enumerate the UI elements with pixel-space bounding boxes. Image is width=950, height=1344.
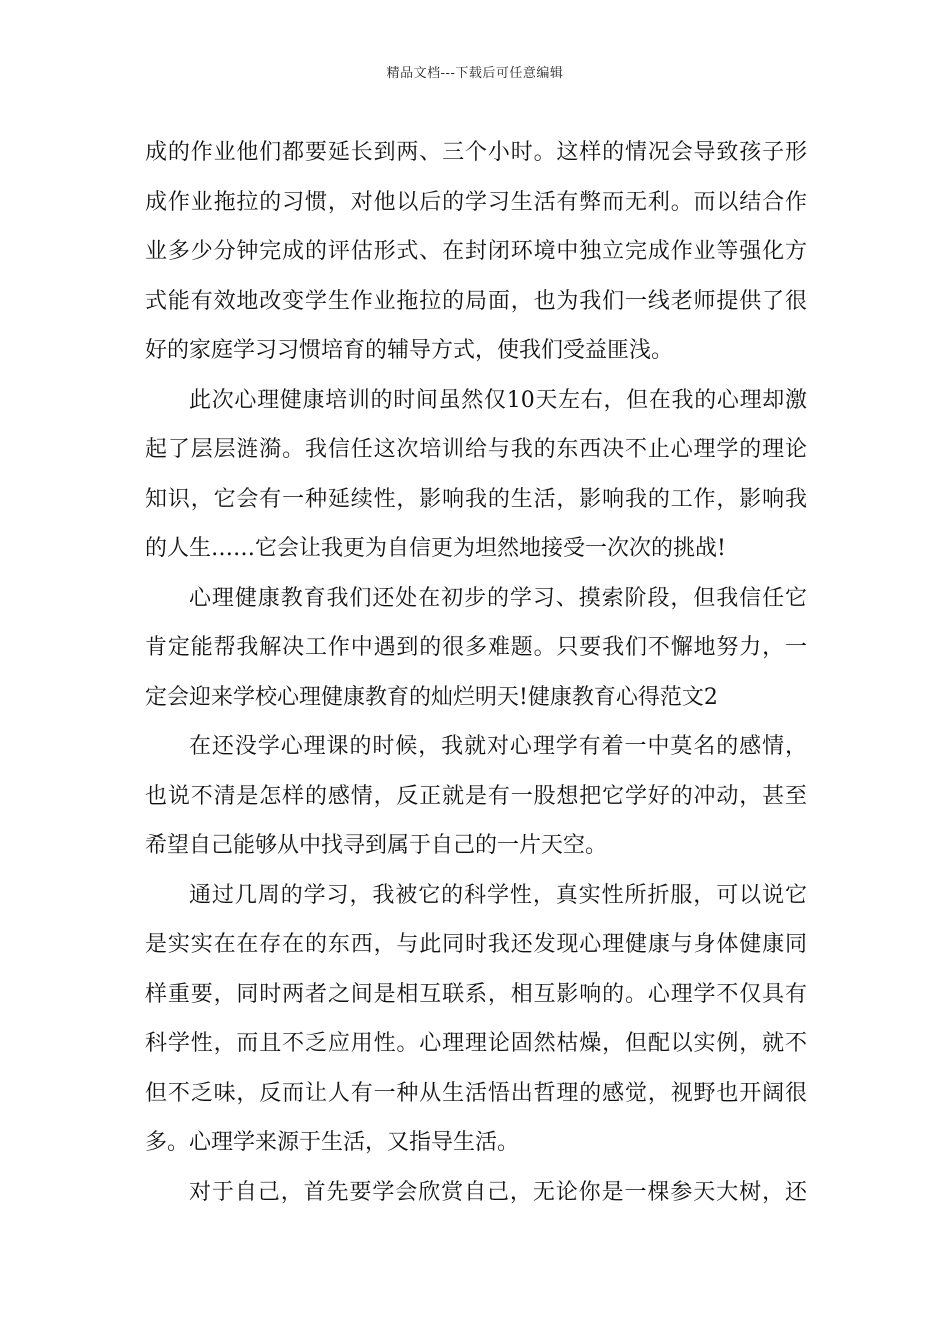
- body-text: [145, 128, 807, 1217]
- text-line: 多。心理学来源于生活，又指导生活。: [145, 1130, 520, 1155]
- text-line: 成的作业他们都要延长到两、三个小时。这样的情况会导致孩子形: [145, 140, 807, 165]
- text-line: 样重要，同时两者之间是相互联系，相互影响的。心理学不仅具有: [145, 981, 807, 1007]
- text-line: 是实实在在存在的东西，与此同时我还发现心理健康与身体健康同: [145, 932, 807, 957]
- text-line: 式能有效地改变学生作业拖拉的局面，也为我们一线老师提供了很: [145, 288, 807, 314]
- page-header: 精品文档---下载后可任意编辑: [386, 66, 564, 81]
- text-line: 但不乏味，反而让人有一种从生活悟出哲理的感觉，视野也开阔很: [145, 1080, 807, 1106]
- text-line: 心理健康教育我们还处在初步的学习、摸索阶段，但我信任它: [189, 585, 807, 611]
- text-line: 肯定能帮我解决工作中遇到的很多难题。只要我们不懈地努力，一: [145, 635, 807, 660]
- text-line: 也说不清是怎样的感情，反正就是有一股想把它学好的冲动，甚至: [145, 783, 807, 809]
- text-line: 好的家庭学习习惯培育的辅导方式，使我们受益匪浅。: [145, 338, 674, 363]
- text-line: 起了层层涟漪。我信任这次培训给与我的东西决不止心理学的理论: [145, 437, 807, 462]
- text-line: 知识，它会有一种延续性，影响我的生活，影响我的工作，影响我: [145, 486, 807, 512]
- text-line: 成作业拖拉的习惯，对他以后的学习生活有弊而无利。而以结合作: [145, 189, 807, 215]
- text-line: 定会迎来学校心理健康教育的灿烂明天!健康教育心得范文2: [145, 684, 718, 710]
- text-line: 此次心理健康培训的时间虽然仅10天左右，但在我的心理却激: [189, 387, 807, 413]
- text-line: 对于自己，首先要学会欣赏自己，无论你是一棵参天大树，还: [189, 1179, 807, 1205]
- text-line: 科学性，而且不乏应用性。心理理论固然枯燥，但配以实例，就不: [145, 1031, 807, 1056]
- text-line: 业多少分钟完成的评估形式、在封闭环境中独立完成作业等强化方: [145, 239, 807, 264]
- text-line: 在还没学心理课的时候，我就对心理学有着一中莫名的感情，: [189, 734, 807, 759]
- text-line: 希望自己能够从中找寻到属于自己的一片天空。: [145, 833, 608, 858]
- text-line: 的人生……它会让我更为自信更为坦然地接受一次次的挑战!: [145, 536, 726, 561]
- text-line: 通过几周的学习，我被它的科学性，真实性所折服，可以说它: [189, 882, 807, 908]
